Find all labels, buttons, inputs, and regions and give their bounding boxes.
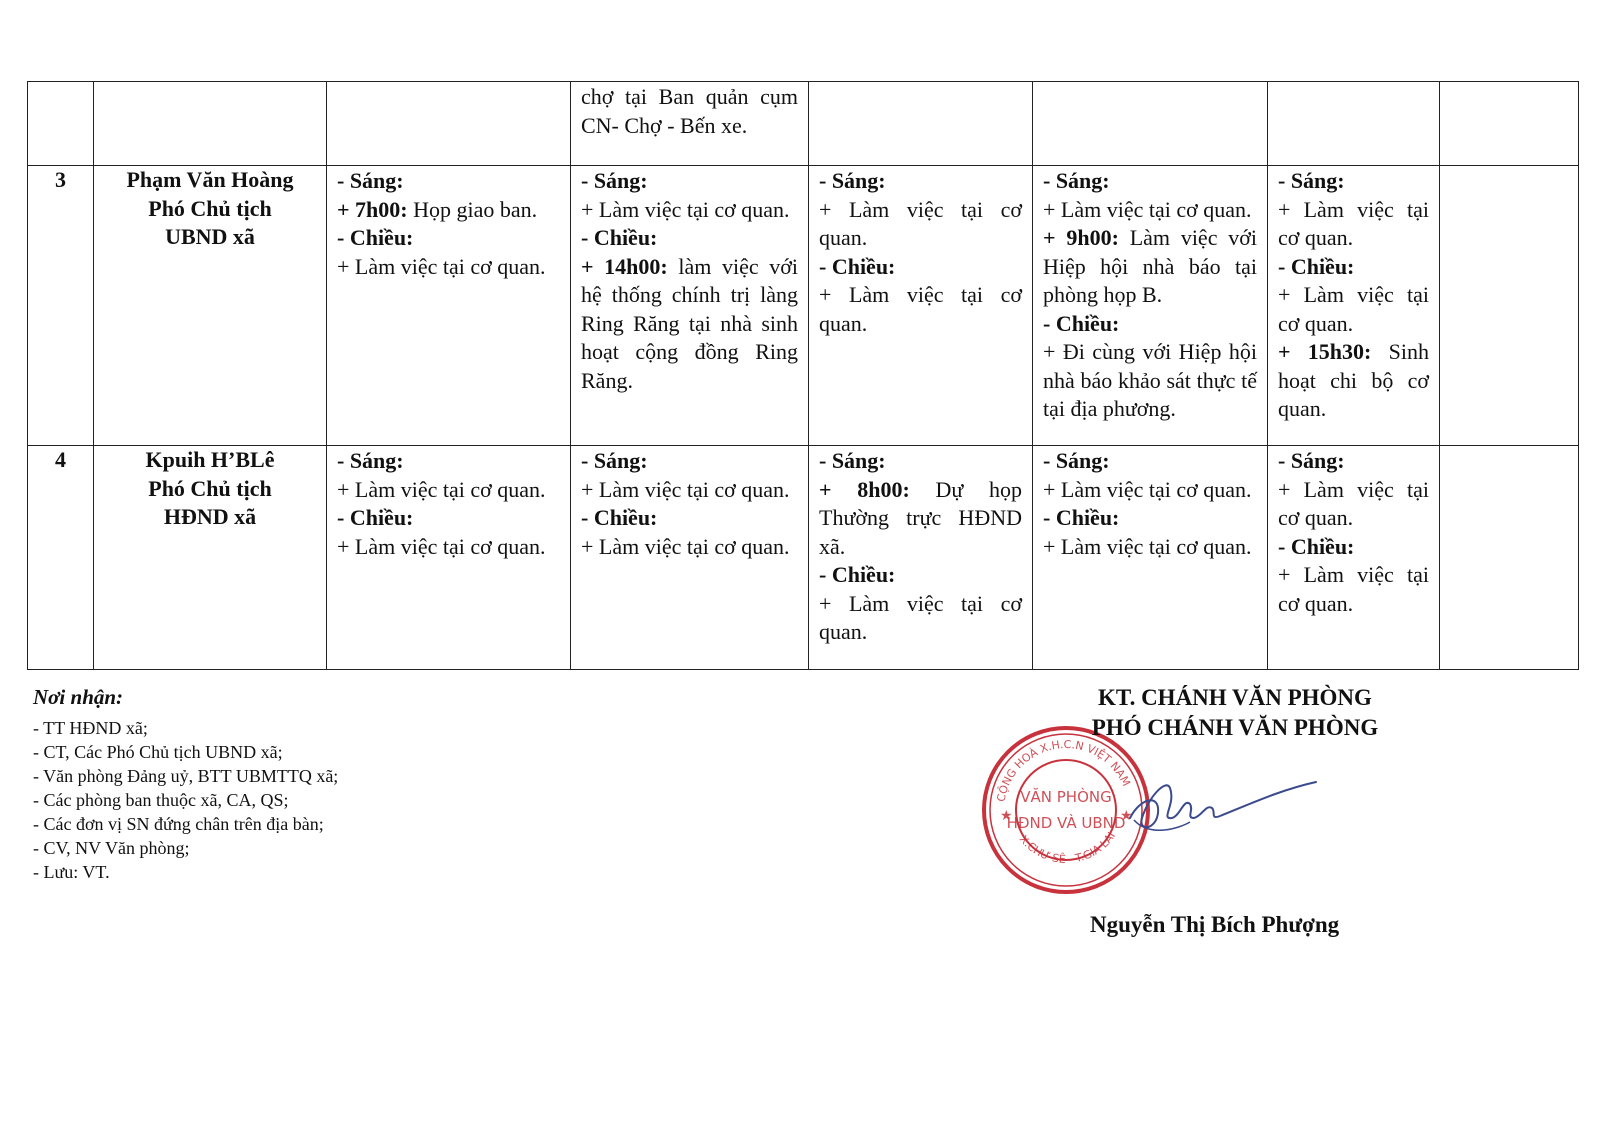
schedule-entry: + Làm việc tại cơ quan. <box>1043 196 1252 222</box>
period-label: - Chiều: <box>1278 533 1355 559</box>
schedule-entry: + Làm việc tại cơ quan. <box>819 590 1022 644</box>
schedule-entry: + 7h00: Họp giao ban. <box>337 196 538 222</box>
schedule-entry: chợ tại Ban quản cụm CN- Chợ - Bến xe. <box>581 84 798 138</box>
schedule-cell <box>571 82 809 166</box>
recipient-item: - Các phòng ban thuộc xã, CA, QS; <box>33 790 289 810</box>
schedule-cell <box>1268 82 1440 166</box>
period-label: - Sáng: <box>581 168 648 193</box>
recipient-item: - CT, Các Phó Chủ tịch UBND xã; <box>33 742 283 762</box>
period-label: - Sáng: <box>337 168 404 193</box>
schedule-entry: + Làm việc tại cơ quan. <box>337 253 546 279</box>
schedule-entry: + 14h00: làm việc với hệ thống chính trị làng Ring Răng tại nhà sinh hoạt cộng đồng Ring Răng. <box>581 253 798 393</box>
period-label: - Sáng: <box>819 168 886 193</box>
schedule-cell <box>1268 446 1440 670</box>
period-label: - Chiều: <box>337 225 414 250</box>
table-row <box>28 166 1579 446</box>
period-label: - Chiều: <box>1043 310 1120 336</box>
schedule-cell <box>809 82 1033 166</box>
period-label: - Chiều: <box>819 253 896 279</box>
recipient-item: - Văn phòng Đảng uỷ, BTT UBMTTQ xã; <box>33 766 339 786</box>
schedule-entry: + Làm việc tại cơ quan. <box>337 476 546 502</box>
official-name-line: Phó Chủ tịch <box>148 475 272 501</box>
recipient-item: - CV, NV Văn phòng; <box>33 838 190 858</box>
recipient-item: - Lưu: VT. <box>33 862 110 882</box>
signer-name: Nguyễn Thị Bích Phượng <box>1090 912 1340 937</box>
schedule-entry: + Làm việc tại cơ quan. <box>1278 476 1429 530</box>
svg-text:VĂN PHÒNG: VĂN PHÒNG <box>1020 788 1112 806</box>
table-row <box>28 82 1579 166</box>
period-label: - Sáng: <box>337 448 404 473</box>
schedule-entry: + 9h00: Làm việc với Hiệp hội nhà báo tại phòng họp B. <box>1043 225 1257 307</box>
period-label: - Chiều: <box>581 225 658 250</box>
schedule-entry: + Làm việc tại cơ quan. <box>1043 533 1252 559</box>
schedule-cell <box>1440 82 1579 166</box>
signature-line-2: PHÓ CHÁNH VĂN PHÒNG <box>1091 715 1379 740</box>
period-label: - Sáng: <box>581 448 648 473</box>
row-number <box>28 82 94 166</box>
schedule-table <box>27 81 1579 670</box>
period-label: - Sáng: <box>1278 448 1345 473</box>
schedule-cell <box>1268 166 1440 446</box>
schedule-entry: + Làm việc tại cơ quan. <box>819 196 1022 250</box>
entry-time: + 7h00: <box>337 196 408 222</box>
schedule-entry: + 8h00: Dự họp Thường trực HĐND xã. <box>819 476 1022 559</box>
period-label: - Sáng: <box>1278 168 1345 193</box>
recipient-item: - Các đơn vị SN đứng chân trên địa bàn; <box>33 814 324 834</box>
schedule-cell <box>809 166 1033 446</box>
entry-time: + 8h00: <box>819 476 910 502</box>
period-label: - Chiều: <box>581 505 658 530</box>
schedule-entry: + 15h30: Sinh hoạt chi bộ cơ quan. <box>1278 339 1429 421</box>
period-label: - Sáng: <box>1043 448 1110 473</box>
entry-time: + 15h30: <box>1278 339 1372 364</box>
entry-time: + 9h00: <box>1043 225 1119 250</box>
official-name-line: Phạm Văn Hoàng <box>126 167 294 192</box>
period-label: - Chiều: <box>337 505 414 530</box>
period-label: - Chiều: <box>1043 505 1120 530</box>
official-name-line: Kpuih H’BLê <box>145 447 275 472</box>
period-label: - Chiều: <box>1278 253 1355 279</box>
schedule-cell <box>327 82 571 166</box>
period-label: - Sáng: <box>819 448 886 473</box>
schedule-entry: + Làm việc tại cơ quan. <box>1278 282 1429 336</box>
schedule-cell <box>1440 446 1579 670</box>
signature-line-1: KT. CHÁNH VĂN PHÒNG <box>1098 685 1372 710</box>
svg-text:X.CHƯ SÊ - T.GIA LAI: X.CHƯ SÊ - T.GIA LAI <box>1016 829 1119 866</box>
entry-time: + 14h00: <box>581 253 668 279</box>
period-label: - Sáng: <box>1043 168 1110 193</box>
recipients-block <box>33 685 338 884</box>
official-name-line: Phó Chủ tịch <box>148 195 272 221</box>
schedule-cell <box>809 446 1033 670</box>
schedule-cell <box>327 446 571 670</box>
schedule-entry: + Làm việc tại cơ quan. <box>581 196 790 222</box>
schedule-entry: + Làm việc tại cơ quan. <box>581 476 790 502</box>
official-name-cell <box>94 82 327 166</box>
official-name-line: UBND xã <box>165 224 255 249</box>
recipient-item: - TT HĐND xã; <box>33 718 148 738</box>
row-number: 3 <box>28 166 94 446</box>
handwritten-signature <box>1120 768 1320 848</box>
svg-text:★: ★ <box>1000 808 1013 824</box>
schedule-entry: + Làm việc tại cơ quan. <box>1278 562 1429 616</box>
official-name-cell <box>94 446 327 670</box>
signature-title <box>1055 683 1415 743</box>
schedule-entry: + Làm việc tại cơ quan. <box>581 533 790 559</box>
schedule-entry: + Làm việc tại cơ quan. <box>1278 196 1429 250</box>
svg-text:★: ★ <box>1120 808 1133 824</box>
schedule-entry: + Làm việc tại cơ quan. <box>1043 476 1252 502</box>
schedule-entry: + Làm việc tại cơ quan. <box>337 533 546 559</box>
row-number: 4 <box>28 446 94 670</box>
svg-text:HĐND VÀ UBND: HĐND VÀ UBND <box>1006 814 1126 832</box>
table-row <box>28 446 1579 670</box>
schedule-entry: + Làm việc tại cơ quan. <box>819 282 1022 336</box>
period-label: - Chiều: <box>819 562 896 587</box>
schedule-cell <box>571 166 809 446</box>
schedule-cell <box>571 446 809 670</box>
recipients-title: Nơi nhận: <box>33 685 124 709</box>
official-name-line: HĐND xã <box>163 504 257 529</box>
official-name-cell <box>94 166 327 446</box>
schedule-cell <box>327 166 571 446</box>
svg-text:CỘNG HOÀ X.H.C.N VIỆT NAM: CỘNG HOÀ X.H.C.N VIỆT NAM <box>994 737 1133 803</box>
recipients-list <box>33 716 338 884</box>
schedule-entry: + Đi cùng với Hiệp hội nhà báo khảo sát thực tế tại địa phương. <box>1043 339 1257 421</box>
schedule-cell <box>1033 446 1268 670</box>
schedule-cell <box>1033 82 1268 166</box>
schedule-cell <box>1033 166 1268 446</box>
schedule-cell <box>1440 166 1579 446</box>
